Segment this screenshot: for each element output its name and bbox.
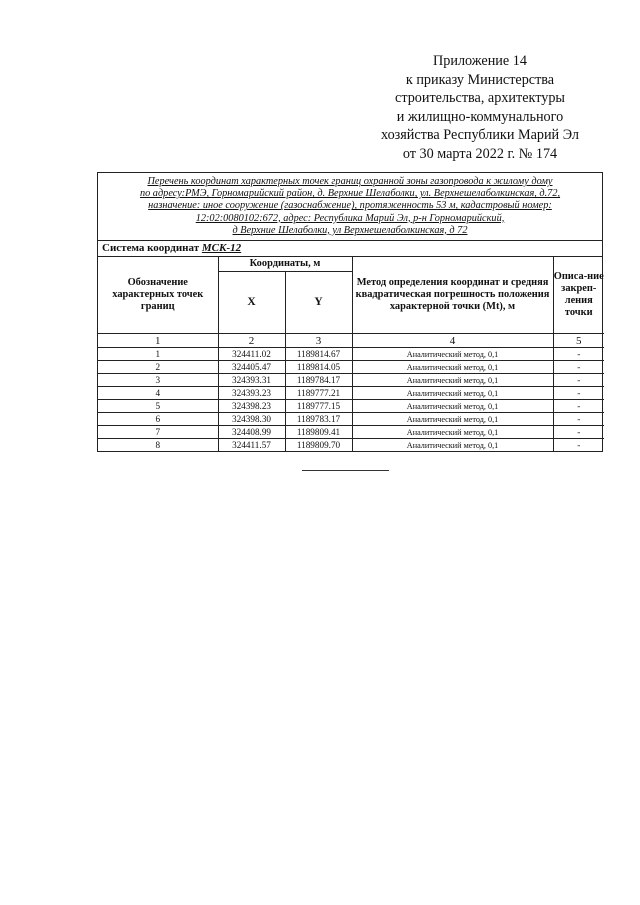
x-cell: 324411.57 <box>218 439 285 452</box>
table-row <box>98 413 604 426</box>
method-cell: Аналитический метод, 0,1 <box>352 413 553 426</box>
point-cell: 1 <box>98 348 218 361</box>
x-cell: 324393.31 <box>218 374 285 387</box>
description-cell: - <box>553 426 604 439</box>
y-cell: 1189814.05 <box>285 361 352 374</box>
document-title <box>98 173 602 241</box>
table-row <box>98 348 604 361</box>
coordinates-table <box>98 257 604 451</box>
header-description: Описа-ние закреп-ления точки <box>553 257 604 334</box>
method-cell: Аналитический метод, 0,1 <box>352 426 553 439</box>
table-row <box>98 426 604 439</box>
table-row <box>98 439 604 452</box>
table-row <box>98 387 604 400</box>
column-number: 2 <box>218 334 285 348</box>
title-line: 12:02:0080102:672, адрес: Республика Марий Эл, р-н Горномарийский, <box>195 212 505 224</box>
description-cell: - <box>553 361 604 374</box>
x-cell: 324393.23 <box>218 387 285 400</box>
title-line: Перечень координат характерных точек границ охранной зоны газопровода к жилому дому <box>147 176 553 187</box>
header-y: Y <box>285 272 352 334</box>
y-cell: 1189777.15 <box>285 400 352 413</box>
x-cell: 324411.02 <box>218 348 285 361</box>
description-cell: - <box>553 387 604 400</box>
point-cell: 3 <box>98 374 218 387</box>
y-cell: 1189814.67 <box>285 348 352 361</box>
coordinates-document <box>97 172 603 452</box>
point-cell: 2 <box>98 361 218 374</box>
column-number: 4 <box>352 334 553 348</box>
description-cell: - <box>553 439 604 452</box>
header-designation: Обозначение характерных точек границ <box>98 257 218 334</box>
description-cell: - <box>553 348 604 361</box>
appendix-line: и жилищно-коммунального <box>396 108 564 125</box>
appendix-line: от 30 марта 2022 г. № 174 <box>402 145 558 162</box>
title-line: по адресу:РМЭ, Горномарийский район, д. Верхние Шелаболки, ул. Верхнешелаболкинская, д.72, <box>139 188 561 200</box>
point-cell: 5 <box>98 400 218 413</box>
description-cell: - <box>553 413 604 426</box>
method-cell: Аналитический метод, 0,1 <box>352 387 553 400</box>
point-cell: 7 <box>98 426 218 439</box>
x-cell: 324405.47 <box>218 361 285 374</box>
y-cell: 1189784.17 <box>285 374 352 387</box>
description-cell: - <box>553 400 604 413</box>
column-number: 3 <box>285 334 352 348</box>
column-number: 1 <box>98 334 218 348</box>
y-cell: 1189809.70 <box>285 439 352 452</box>
column-numbers-row <box>98 334 604 348</box>
description-cell: - <box>553 374 604 387</box>
column-number: 5 <box>553 334 604 348</box>
appendix-line: хозяйства Республики Марий Эл <box>381 127 579 144</box>
title-line: назначение: иное сооружение (газоснабжение), протяженность 53 м, кадастровый номер: <box>148 200 552 212</box>
method-cell: Аналитический метод, 0,1 <box>352 400 553 413</box>
x-cell: 324398.23 <box>218 400 285 413</box>
coordinate-system-value: МСК-12 <box>201 242 242 255</box>
appendix-line: строительства, архитектуры <box>395 90 565 107</box>
header-method: Метод определения координат и средняя квадратическая погрешность положения характерной точки (Mt), м <box>352 257 553 334</box>
point-cell: 8 <box>98 439 218 452</box>
appendix-line: Приложение 14 <box>433 53 527 69</box>
bottom-divider <box>302 470 389 471</box>
table-row <box>98 374 604 387</box>
y-cell: 1189783.17 <box>285 413 352 426</box>
y-cell: 1189777.21 <box>285 387 352 400</box>
y-cell: 1189809.41 <box>285 426 352 439</box>
table-row <box>98 400 604 413</box>
table-row <box>98 361 604 374</box>
x-cell: 324398.30 <box>218 413 285 426</box>
header-row <box>98 257 604 272</box>
method-cell: Аналитический метод, 0,1 <box>352 439 553 452</box>
x-cell: 324408.99 <box>218 426 285 439</box>
method-cell: Аналитический метод, 0,1 <box>352 374 553 387</box>
appendix-line: к приказу Министерства <box>405 71 555 88</box>
method-cell: Аналитический метод, 0,1 <box>352 348 553 361</box>
coordinate-system <box>98 241 602 257</box>
appendix-header <box>330 52 630 164</box>
header-coordinates: Координаты, м <box>218 257 352 272</box>
title-line: д Верхние Шелаболки, ул Верхнешелаболкинская, д 72 <box>232 224 468 236</box>
point-cell: 4 <box>98 387 218 400</box>
header-x: X <box>218 272 285 334</box>
point-cell: 6 <box>98 413 218 426</box>
coordinate-system-label: Система координат <box>102 242 200 255</box>
method-cell: Аналитический метод, 0,1 <box>352 361 553 374</box>
